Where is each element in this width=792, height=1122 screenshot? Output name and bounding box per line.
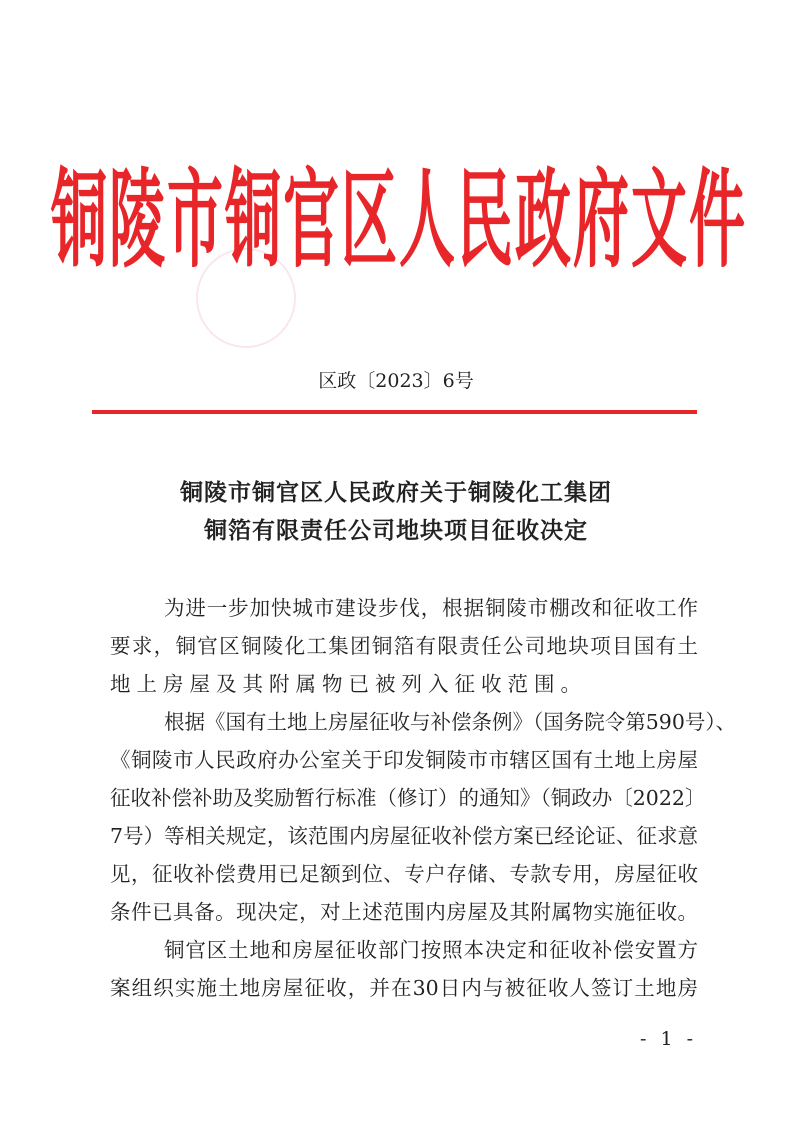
body-line: 见，征收补偿费用已足额到位、专户存储、专款专用，房屋征收 bbox=[110, 862, 698, 886]
body-line: 7号）等相关规定，该范围内房屋征收补偿方案已经论证、征求意 bbox=[110, 824, 698, 848]
red-divider bbox=[92, 410, 697, 414]
document-masthead bbox=[51, 148, 747, 284]
page-number: - 1 - bbox=[640, 1028, 698, 1050]
body-line: 条件已具备。现决定，对上述范围内房屋及其附属物实施征收。 bbox=[110, 900, 698, 924]
body-line: 地上房屋及其附属物已被列入征收范围。 bbox=[110, 672, 587, 696]
document-title-line-1: 铜陵市铜官区人民政府关于铜陵化工集团 bbox=[180, 479, 612, 506]
masthead-text: 铜陵市铜官区人民政府文件 bbox=[51, 159, 747, 284]
body-line: 《铜陵市人民政府办公室关于印发铜陵市市辖区国有土地上房屋 bbox=[110, 748, 698, 772]
body-line: 征收补偿补助及奖励暂行标准（修订）的通知》（铜政办〔2022〕 bbox=[110, 786, 706, 810]
body-line: 为进一步加快城市建设步伐，根据铜陵市棚改和征收工作 bbox=[164, 596, 698, 620]
body-line: 案组织实施土地房屋征收，并在30日内与被征收人签订土地房 bbox=[110, 976, 698, 1000]
document-title-line-2: 铜箔有限责任公司地块项目征收决定 bbox=[204, 517, 588, 544]
body-line: 根据《国有土地上房屋征收与补偿条例》（国务院令第590号）、 bbox=[164, 710, 737, 734]
body-line: 铜官区土地和房屋征收部门按照本决定和征收补偿安置方 bbox=[164, 938, 698, 962]
document-number: 区政〔2023〕6号 bbox=[318, 370, 474, 392]
body-line: 要求，铜官区铜陵化工集团铜箔有限责任公司地块项目国有土 bbox=[110, 634, 698, 658]
